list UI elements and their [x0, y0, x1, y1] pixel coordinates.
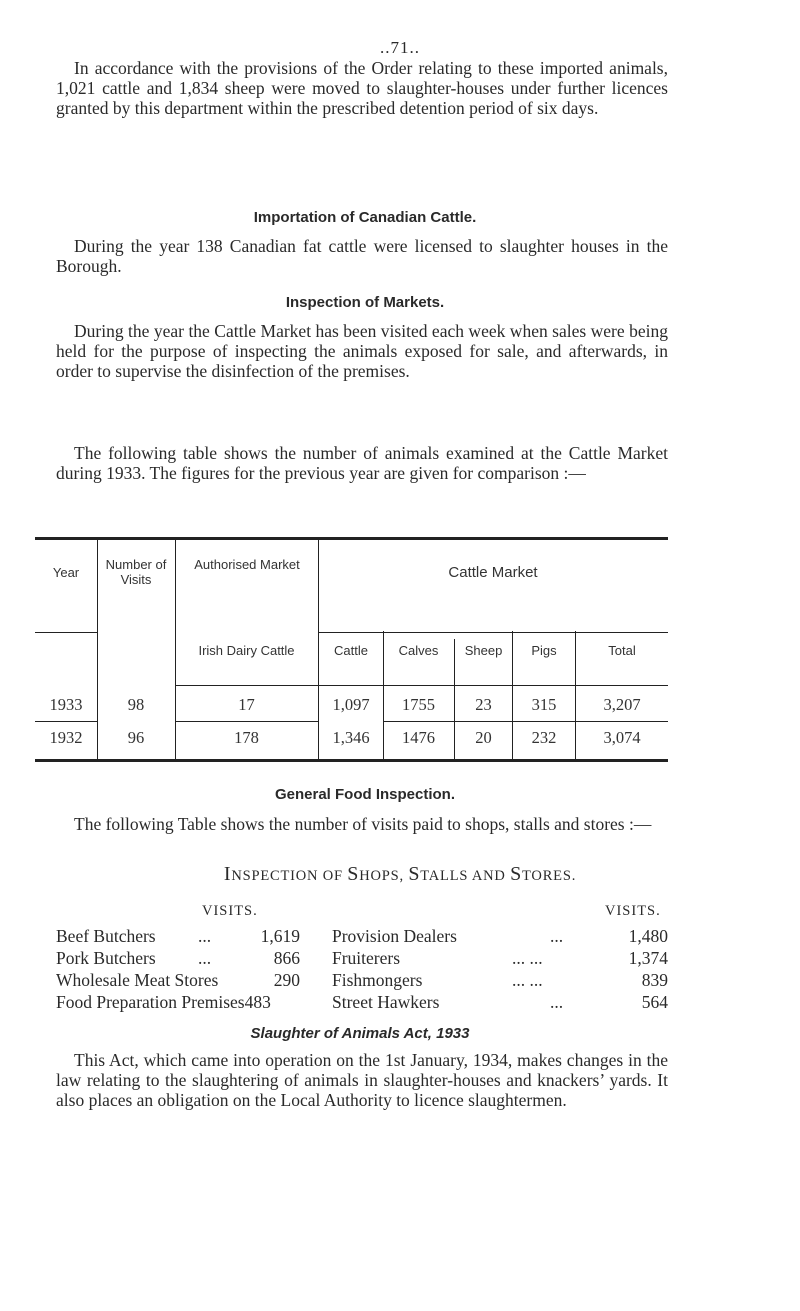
list-item: Provision Dealers ... 1,480 — [332, 926, 668, 946]
cell-irish-1932: 178 — [234, 728, 259, 747]
cell-cattle-1933: 1,097 — [332, 695, 370, 714]
list-item: Beef Butchers ... 1,619 — [56, 926, 300, 946]
header-authorised-market: Authorised Market — [194, 557, 300, 572]
intro-paragraph: In accordance with the provisions of the Order relating to these imported animals, 1,021 cattle and 1,834 sheep were moved to slaughter-houses under further licences granted by this department within the prescribed detention period of six days. — [56, 57, 668, 118]
shops-right-column — [332, 926, 668, 1014]
list-item: Street Hawkers ... 564 — [332, 992, 668, 1012]
cell-cattle-1932: 1,346 — [332, 728, 370, 747]
cell-calves-1933: 1755 — [402, 695, 435, 714]
cell-total-1932: 3,074 — [603, 728, 641, 747]
header-total: Total — [608, 643, 636, 658]
heading-slaughter-act: Slaughter of Animals Act, 1933 — [250, 1025, 470, 1042]
market-table — [35, 537, 668, 762]
heading-general-food-inspection: General Food Inspection. — [274, 786, 456, 803]
heading-canadian-cattle: Importation of Canadian Cattle. — [253, 209, 477, 226]
list-item: Wholesale Meat Stores 290 — [56, 970, 300, 990]
markets-paragraph-1: During the year the Cattle Market has been visited each week when sales were being held for the purpose of inspecting the animals exposed for sale, and afterwards, in order to supervise the disinfection of the premises. — [56, 320, 668, 381]
shops-left-column — [56, 926, 306, 1014]
canadian-cattle-paragraph: During the year 138 Canadian fat cattle were licensed to slaughter houses in the Borough. — [56, 235, 668, 276]
cell-year-1932: 1932 — [49, 728, 83, 747]
heading-inspection-markets: Inspection of Markets. — [285, 294, 445, 311]
table-hline — [383, 721, 668, 722]
markets-paragraph-2: The following table shows the number of animals examined at the Cattle Market during 1933. The figures for the previous year are given for comparison :— — [56, 442, 668, 483]
table-top-rule — [35, 537, 668, 540]
table-hline — [318, 632, 668, 633]
header-cattle-market: Cattle Market — [448, 564, 538, 581]
cell-year-1933: 1933 — [49, 695, 83, 714]
shops-table-title: INSPECTION OF SHOPS, STALLS AND STORES. — [223, 863, 577, 885]
list-item: Food Preparation Premises483 — [56, 992, 271, 1012]
header-irish-dairy-cattle: Irish Dairy Cattle — [198, 643, 295, 658]
table-vline — [97, 540, 98, 759]
list-item: Pork Butchers ... 866 — [56, 948, 300, 968]
visits-header-right: VISITS. — [605, 903, 661, 919]
header-visits: Number of Visits — [105, 557, 167, 587]
cell-sheep-1933: 23 — [475, 695, 492, 714]
cell-pigs-1933: 315 — [531, 695, 557, 714]
cell-calves-1932: 1476 — [402, 728, 435, 747]
cell-total-1933: 3,207 — [603, 695, 641, 714]
table-hline — [35, 632, 97, 633]
slaughter-act-paragraph: This Act, which came into operation on the 1st January, 1934, makes changes in the law relating to the slaughtering of animals in slaughter-houses and knackers’ yards. It also places an obligation on the Local Authority to licence slaughtermen. — [56, 1049, 668, 1110]
header-year: Year — [52, 565, 80, 580]
table-bottom-rule — [35, 759, 668, 762]
header-cattle: Cattle — [334, 643, 368, 658]
page-number: ..71.. — [380, 38, 420, 57]
table-hline — [175, 721, 319, 722]
table-hline — [175, 685, 668, 686]
cell-pigs-1932: 232 — [531, 728, 557, 747]
visits-header-left: VISITS. — [202, 903, 258, 919]
cell-irish-1933: 17 — [238, 695, 255, 714]
cell-visits-1933: 98 — [127, 695, 145, 714]
list-item: Fishmongers ... ... 839 — [332, 970, 668, 990]
cell-visits-1932: 96 — [127, 728, 145, 747]
header-sheep: Sheep — [464, 643, 503, 658]
cell-sheep-1932: 20 — [475, 728, 492, 747]
header-calves: Calves — [398, 643, 439, 658]
header-pigs: Pigs — [531, 643, 557, 658]
food-inspection-paragraph: The following Table shows the number of visits paid to shops, stalls and stores :— — [74, 813, 652, 834]
table-hline — [35, 721, 97, 722]
list-item: Fruiterers ... ... 1,374 — [332, 948, 668, 968]
